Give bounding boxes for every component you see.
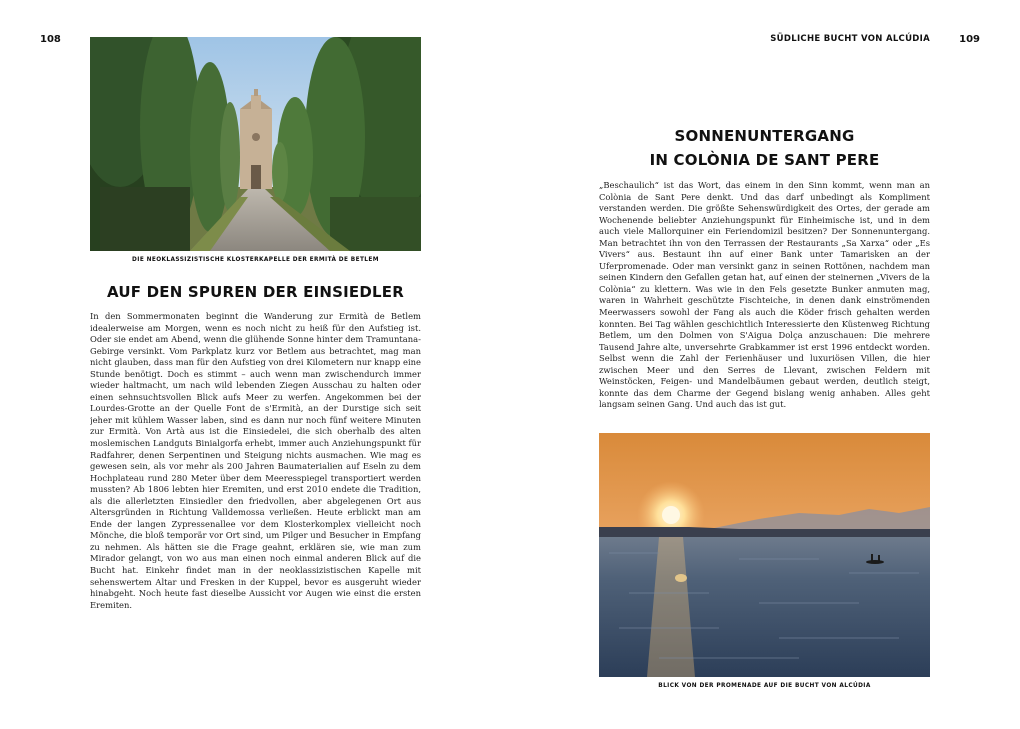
right-heading-line-1: SONNENUNTERGANG bbox=[674, 127, 855, 145]
right-heading-line-2: IN COLÒNIA DE SANT PERE bbox=[649, 151, 880, 169]
sunset-photo-caption: BLICK VON DER PROMENADE AUF DIE BUCHT VON ALCÚDIA bbox=[658, 683, 871, 689]
chapel-photo-caption: DIE NEOKLASSIZISTISCHE KLOSTERKAPELLE DER ERMITÀ DE BETLEM bbox=[132, 257, 379, 263]
running-head: SÜDLICHE BUCHT VON ALCÚDIA bbox=[770, 34, 930, 44]
left-section-heading: AUF DEN SPUREN DER EINSIEDLER bbox=[107, 283, 404, 301]
right-section-heading bbox=[599, 124, 930, 172]
page-number-right: 109 bbox=[959, 34, 980, 45]
sunset-photo bbox=[599, 433, 930, 677]
right-body-text: „Beschaulich“ ist das Wort, das einem in den Sinn kommt, wenn man an Colònia de Sant Pere denkt. Und das darf unbedingt als Kompliment verstanden werden. Die größte Sehenswürdigkeit des Ortes, der gerade am Wochenende beliebter Anziehungspunkt für Einheimische ist, und in dem auch viele Mallorquiner ein Feriendomizil besitzen? Der Sonnenuntergang. Man betrachtet ihn von den Terrassen der Restaurants „Sa Xarxa“ oder „Es Vivers“ aus. Bestaunt ihn auf einer Bank unter Tamarisken an der Uferpromenade. Oder man versinkt ganz in seinen Rottönen, nachdem man seinen Kindern den Gefallen getan hat, auf einen der steinernen „Vivers de la Colònia“ zu klettern. Was wie in den Fels gesetzte Bunker anmuten mag, waren in Wahrheit geschützte Fischteiche, in denen dank einströmenden Meerwassers sowohl der Fang als auch die Köder frisch gehalten werden konnten. Bei Tag wählen geschichtlich Interessierte den Küstenweg Richtung Betlem, um den Dolmen von S'Aigua Dolça anzuschauen: Die mehrere Tausend Jahre alte, unversehrte Grabkammer ist erst 1996 entdeckt worden. Selbst wenn die Zahl der Ferienhäuser und luxuriösen Villen, die hier zwischen Meer und den Serres de Llevant, zwischen Feldern mit Weinstöcken, Feigen- und Mandelbäumen gebaut werden, deutlich steigt, konnte das dem Charme der Gegend bislang wenig anhaben. Alles geht langsam seinen Gang. Und auch das ist gut. bbox=[599, 180, 930, 410]
page-number-left: 108 bbox=[40, 34, 61, 45]
chapel-photo bbox=[90, 37, 421, 251]
left-body-text: In den Sommermonaten beginnt die Wanderung zur Ermità de Betlem idealerweise am Morgen, wenn es noch nicht zu heiß für den Aufstieg ist. Oder sie endet am Abend, wenn die glühende Sonne hinter dem Tramuntana-Gebirge versinkt. Vom Parkplatz kurz vor Betlem aus betrachtet, mag man nicht glauben, dass man für den Aufstieg von drei Kilometern nur knapp eine Stunde benötigt. Doch es stimmt – auch wenn man zwischendurch immer wieder haltmacht, um nach wild lebenden Ziegen Ausschau zu halten oder einen sehnsuchtsvollen Blick aufs Meer zu werfen. Angekommen bei der Lourdes-Grotte an der Quelle Font de s'Ermità, an der Durstige sich seit jeher mit kühlem Wasser laben, sind es dann nur noch fünf weitere Minuten zur Ermità. Von Artà aus ist die Einsiedelei, die sich oberhalb des alten moslemischen Landguts Binialgorfa erhebt, immer auch Anziehungspunkt für Radfahrer, denen Serpentinen und Steigung nichts ausmachen. Wie mag es gewesen sein, als vor mehr als 200 Jahren Baumaterialien auf Eseln zu dem Hochplateau rund 280 Meter über dem Meeresspiegel transportiert werden mussten? Ab 1806 lebten hier Eremiten, und erst 2010 endete die Tradition, als die allerletzten Einsiedler den friedvollen, aber abgelegenen Ort aus Altersgründen in Richtung Valldemossa verließen. Heute erblickt man am Ende der langen Zypressenallee vor dem Klosterkomplex vielleicht noch Mönche, die bloß temporär vor Ort sind, um Pilger und Besucher in Empfang zu nehmen. Als hätten sie die Frage geahnt, erklären sie, wie man zum Mirador gelangt, von wo aus man einen noch einmal anderen Blick auf die Bucht hat. Einkehr findet man in der neoklassizistischen Kapelle mit sehenswertem Altar und Fresken in der Kuppel, bevor es ausgeruht wieder hinabgeht. Noch heute fast dieselbe Aussicht vor Augen wie einst die ersten Eremiten. bbox=[90, 311, 421, 610]
